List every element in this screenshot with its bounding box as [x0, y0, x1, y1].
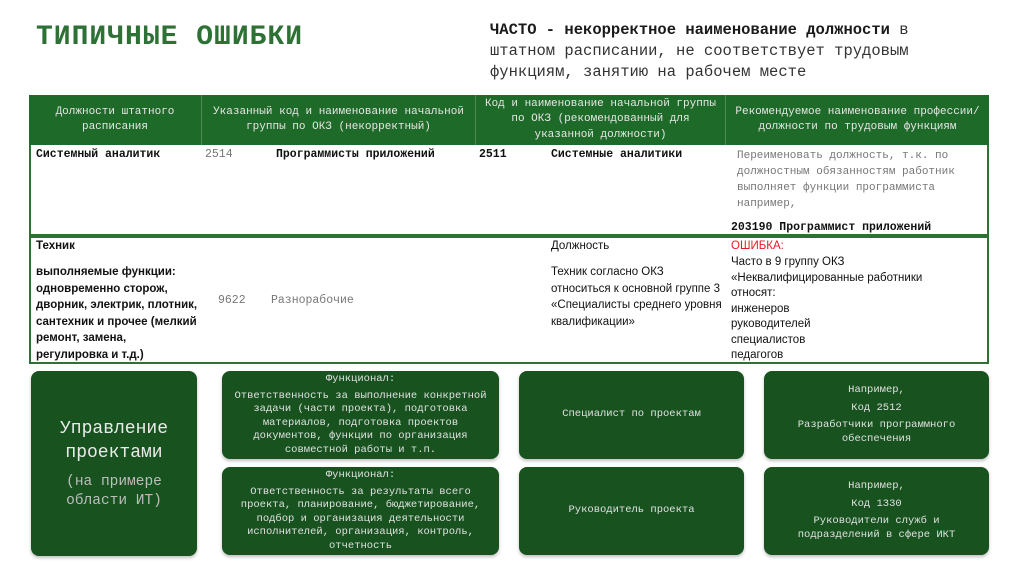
example-box-1 [764, 371, 989, 459]
header-recommendation: Рекомендуемое наименование профессии/должности по трудовым функциям [725, 95, 989, 145]
error-line: относят: [731, 287, 776, 299]
table-row [29, 145, 989, 236]
page-title: ТИПИЧНЫЕ ОШИБКИ [36, 22, 304, 53]
error-list [731, 255, 922, 364]
intro-text [490, 20, 980, 96]
header-position: Должности штатного расписания [55, 105, 175, 133]
example-name: Руководители служб и подразделений в сфере ИКТ [797, 515, 956, 541]
func-box-2 [222, 467, 499, 555]
func-text: Ответственность за выполнение конкретной задачи (части проекта), подготовка материалов, подготовка проектов документов, функции по организация совместной работы и т.п. [234, 389, 487, 456]
diagram-left-box [31, 371, 197, 556]
cell-wrong-code: 2514 [205, 148, 233, 161]
example-name: Разработчики программного обеспечения [797, 419, 956, 445]
header-right-code: Код и наименование начальной группы по ОКЗ (рекомендованный для указанной должности) [475, 95, 725, 145]
cell-position: Техник [36, 240, 75, 252]
role-box-1 [519, 371, 744, 459]
cell-position: Системный аналитик [36, 148, 161, 161]
cell-right-name: Системные аналитики [551, 148, 683, 161]
error-line: Часто в 9 группу ОКЗ [731, 256, 845, 268]
func-text: Ответственность за результаты всего проекта, планирование, бюджетирование, подбор и организация деятельности исполнителей, организация, контроль, отчетность [240, 485, 481, 552]
example-label: Например, [848, 480, 905, 492]
cell-recommendation: Переименовать должность, т.к. по должностным обязанностям работник выполняет функции программиста например, [737, 150, 955, 210]
error-line: инженеров [731, 302, 790, 315]
cell-right-code: 2511 [479, 148, 507, 161]
cell-right-text: Техник согласно ОКЗ относиться к основной группе 3 «Специалисты среднего уровня квалификации» [551, 266, 722, 328]
error-label: ОШИБКА: [731, 240, 784, 252]
func-box-1 [222, 371, 499, 459]
intro-bold: ЧАСТО - некорректное наименование должности [490, 21, 890, 39]
cell-functions: выполняемые функции: одновременно сторож, дворник, электрик, плотник, сантехник и прочее (мелкий ремонт, замена, регулировка и т.д.) [36, 266, 198, 361]
role-box-2 [519, 467, 744, 555]
error-line: «Неквалифицированные работники [731, 271, 923, 284]
cell-wrong-code: 9622 [218, 294, 246, 307]
example-code: Код 1330 [851, 497, 902, 510]
role-label: Специалист по проектам [562, 408, 701, 421]
example-code: Код 2512 [851, 401, 902, 414]
header-wrong-code: Указанный код и наименование начальной группы по ОКЗ (некорректный) [201, 95, 475, 145]
func-label: Функционал: [325, 373, 396, 385]
diagram-left-subtitle: (на примере области ИТ) [66, 473, 162, 509]
cell-wrong-name: Программисты приложений [276, 148, 435, 161]
cell-wrong-name: Разнорабочие [271, 294, 354, 307]
error-line: руководителей [731, 318, 811, 330]
error-line: педагогов [731, 349, 784, 361]
example-label: Например, [848, 384, 905, 396]
func-label: Функционал: [325, 469, 396, 481]
cell-recommendation-code: 203190 Программист приложений [731, 221, 932, 234]
table-header [29, 95, 989, 145]
diagram-left-title: Управление проектами [59, 418, 169, 463]
error-line: специалистов [731, 333, 806, 346]
cell-right-label: Должность [551, 240, 610, 252]
table-row [29, 236, 989, 364]
example-box-2 [764, 467, 989, 555]
role-label: Руководитель проекта [568, 504, 695, 517]
intro-rest: в штатном расписании, не соответствует трудовым функциям, занятию на рабочем месте [490, 21, 909, 81]
